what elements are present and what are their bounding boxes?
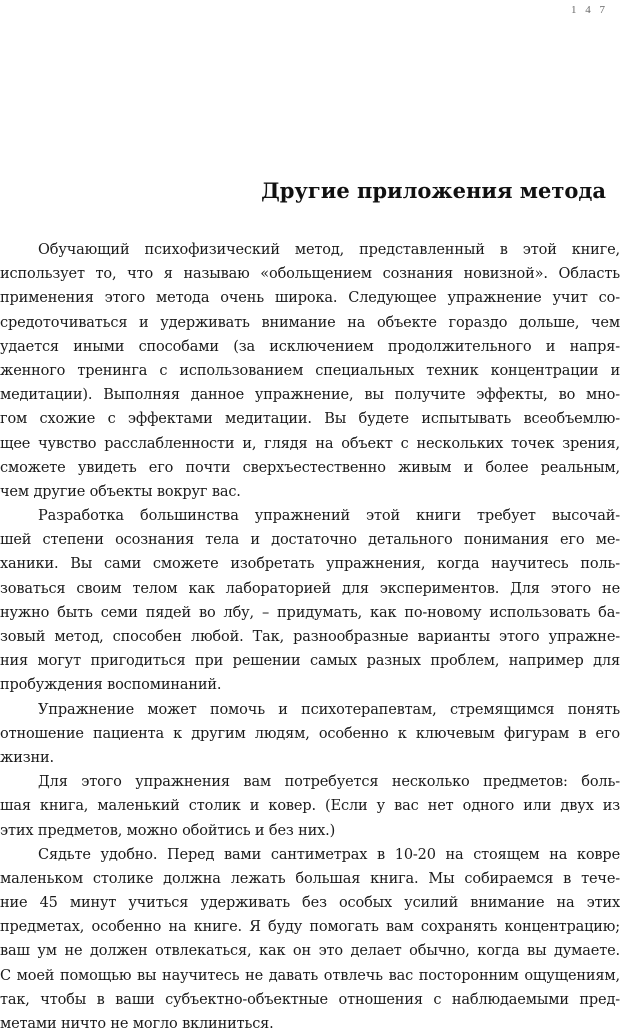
text-line: маленьком столике должна лежать большая книга. Мы собираемся в тече- [0,870,620,887]
text-line: сможете увидеть его почти сверхъестественно живым и более реальным, [0,459,620,476]
page-number: 1 4 7 [571,4,608,16]
text-line: ния могут пригодиться при решении самых разных проблем, например для [0,653,620,670]
text-line: нужно быть семи пядей во лбу, – придумать, как по-новому использовать ба- [0,604,620,621]
text-line: женного тренинга с использованием специальных техник концентрации и [0,362,620,379]
text-line: щее чувство расслабленности и, глядя на объект с нескольких точек зрения, [0,435,620,452]
text-line: этих предметов, можно обойтись и без них.) [0,822,336,839]
text-line: использует то, что я называю «обольщением сознания новизной». Область [0,266,620,283]
text-line: средоточиваться и удерживать внимание на объекте гораздо дольше, чем [0,314,620,331]
text-line: удается иными способами (за исключением продолжительного и напря- [0,338,620,355]
section-title: Другие приложения метода [261,178,606,203]
body-text [0,238,620,1036]
paragraph-3 [0,698,620,771]
text-line: Упражнение может помочь и психотерапевтам, стремящимся понять [38,701,620,718]
text-line: чем другие объекты вокруг вас. [0,483,241,500]
paragraph-2 [0,504,620,698]
text-line: ханики. Вы сами сможете изобретать упражнения, когда научитесь поль- [0,556,620,573]
text-line: метами ничто не могло вклиниться. [0,1016,274,1032]
text-line: жизни. [0,749,54,766]
paragraph-1 [0,238,620,504]
text-line: гом схожие с эффектами медитации. Вы будете испытывать всеобъемлю- [0,411,620,428]
text-line: ние 45 минут учиться удерживать без особых усилий внимание на этих [0,895,620,912]
paragraph-4 [0,770,620,843]
text-line: медитации). Выполняя данное упражнение, вы получите эффекты, во мно- [0,387,620,404]
text-line: Обучающий психофизический метод, представленный в этой книге, [38,242,620,258]
text-line: Для этого упражнения вам потребуется несколько предметов: боль- [38,774,620,791]
text-line: Разработка большинства упражнений этой книги требует высочай- [38,508,620,525]
text-line: зоваться своим телом как лабораторией для экспериментов. Для этого не [0,580,620,597]
text-line: применения этого метода очень широка. Следующее упражнение учит со- [0,290,620,307]
text-line: пробуждения воспоминаний. [0,677,222,694]
text-line: предметах, особенно на книге. Я буду помогать вам сохранять концентрацию; [0,919,620,936]
text-line: отношение пациента к другим людям, особенно к ключевым фигурам в его [0,725,620,742]
text-line: Сядьте удобно. Перед вами сантиметрах в 10-20 на стоящем на ковре [38,846,620,863]
text-line: зовый метод, способен любой. Так, разнообразные варианты этого упражне- [0,629,620,645]
text-line: шей степени осознания тела и достаточно детального понимания его ме- [0,532,620,549]
paragraph-5 [0,843,620,1036]
text-line: так, чтобы в ваши субъектно-объектные отношения с наблюдаемыми пред- [0,991,620,1008]
text-line: С моей помощью вы научитесь не давать отвлечь вас посторонним ощущениям, [0,967,620,984]
text-line: шая книга, маленький столик и ковер. (Если у вас нет одного или двух из [0,798,620,815]
text-line: ваш ум не должен отвлекаться, как он это делает обычно, когда вы думаете. [0,943,620,960]
